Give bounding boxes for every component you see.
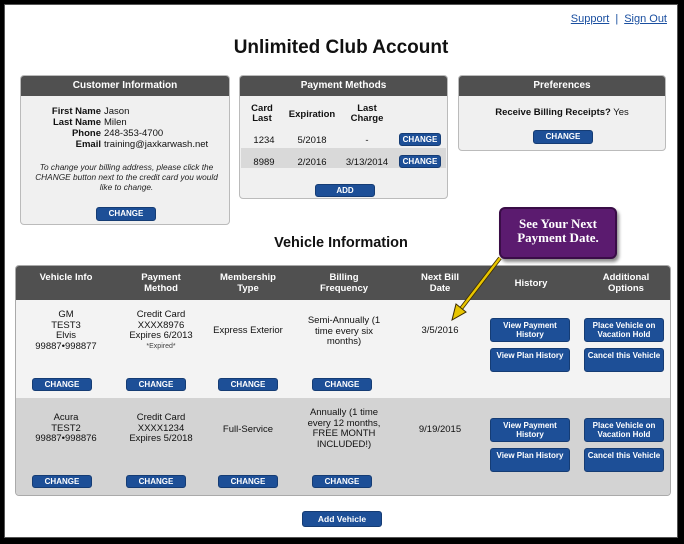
view-payment-history-button[interactable]: View Payment History bbox=[490, 318, 570, 342]
col-billing-frequency: Billing Frequency bbox=[319, 272, 369, 294]
page-title: Unlimited Club Account bbox=[233, 37, 449, 58]
expiration-value: 2/2016 bbox=[297, 157, 327, 168]
preferences-change-button[interactable]: CHANGE bbox=[533, 130, 593, 144]
vehicle-info-cell bbox=[26, 310, 106, 352]
first-name-label: First Name bbox=[51, 106, 101, 117]
vehicle-make: GM bbox=[58, 309, 74, 320]
billing-frequency-cell: Annually (1 time every 12 months, FREE MONTH INCLUDED!) bbox=[307, 407, 381, 450]
phone-value: 248-353-4700 bbox=[104, 128, 164, 139]
next-bill-date-cell: 3/5/2016 bbox=[421, 325, 459, 336]
last-charge-value: 3/13/2014 bbox=[345, 157, 389, 168]
payment-methods-header: Payment Methods bbox=[240, 76, 447, 96]
card-last-value: 1234 bbox=[253, 135, 275, 146]
vehicle-ids: 99887•998877 bbox=[35, 340, 97, 352]
vehicle-model: TEST2 bbox=[51, 422, 81, 434]
vacation-hold-button[interactable]: Place Vehicle on Vacation Hold bbox=[584, 318, 664, 342]
col-additional-options: Additional Options bbox=[602, 272, 650, 294]
sign-out-link[interactable]: Sign Out bbox=[624, 13, 667, 25]
customer-information-header: Customer Information bbox=[21, 76, 229, 96]
cancel-vehicle-button[interactable]: Cancel this Vehicle bbox=[584, 348, 664, 372]
vehicle-change-button[interactable]: CHANGE bbox=[32, 475, 92, 488]
cancel-vehicle-button[interactable]: Cancel this Vehicle bbox=[584, 448, 664, 472]
payment-expires: Expires 5/2018 bbox=[129, 433, 193, 444]
page-frame bbox=[4, 4, 678, 538]
billing-address-note: To change your billing address, please click the CHANGE button next to the credit card you would like to change. bbox=[35, 162, 218, 192]
last-charge-header: Last Charge bbox=[350, 103, 384, 124]
billing-frequency-cell: Semi-Annually (1 time every six months) bbox=[307, 315, 381, 347]
vehicle-model: TEST3 bbox=[51, 319, 81, 331]
vehicle-ids: 99887•998876 bbox=[35, 433, 97, 444]
view-plan-history-button[interactable]: View Plan History bbox=[490, 348, 570, 372]
next-payment-callout: See Your Next Payment Date. bbox=[499, 207, 617, 259]
payment-type: Credit Card bbox=[136, 309, 186, 320]
vehicle-info-cell bbox=[26, 413, 106, 445]
vehicle-table-header bbox=[16, 266, 670, 300]
vehicle-change-button[interactable]: CHANGE bbox=[32, 378, 92, 391]
payment-change-button[interactable]: CHANGE bbox=[399, 155, 441, 168]
support-link[interactable]: Support bbox=[570, 13, 610, 25]
vehicle-row bbox=[16, 398, 670, 496]
email-label: Email bbox=[75, 139, 101, 150]
billing-receipts-row bbox=[459, 107, 665, 118]
customer-change-button[interactable]: CHANGE bbox=[96, 207, 156, 221]
billing-receipts-label: Receive Billing Receipts? bbox=[495, 107, 611, 118]
last-charge-value: - bbox=[365, 135, 369, 146]
payment-expires: Expires 6/2013 bbox=[129, 330, 193, 341]
view-payment-history-button[interactable]: View Payment History bbox=[490, 418, 570, 442]
col-next-bill-date: Next Bill Date bbox=[420, 272, 459, 294]
payment-method-change-button[interactable]: CHANGE bbox=[126, 475, 186, 488]
card-last-header: Card Last bbox=[251, 103, 273, 124]
add-vehicle-button[interactable]: Add Vehicle bbox=[302, 511, 382, 527]
payment-method-cell bbox=[121, 310, 201, 352]
next-bill-date-cell: 9/19/2015 bbox=[418, 424, 462, 435]
frequency-change-button[interactable]: CHANGE bbox=[312, 475, 372, 488]
phone-label: Phone bbox=[71, 128, 101, 139]
membership-type-cell: Full-Service bbox=[222, 424, 274, 435]
vehicle-make: Acura bbox=[53, 412, 79, 423]
first-name-value: Jason bbox=[104, 106, 130, 117]
vehicle-name: Elvis bbox=[55, 330, 77, 341]
expiration-header: Expiration bbox=[288, 109, 336, 120]
preferences-header: Preferences bbox=[459, 76, 665, 96]
last-name-label: Last Name bbox=[52, 117, 101, 128]
col-history: History bbox=[514, 278, 548, 289]
col-membership-type: Membership Type bbox=[220, 272, 276, 294]
payment-card: XXXX8976 bbox=[137, 319, 185, 331]
add-payment-button[interactable]: ADD bbox=[315, 184, 375, 197]
email-row bbox=[21, 139, 231, 151]
payment-method-change-button[interactable]: CHANGE bbox=[126, 378, 186, 391]
card-last-value: 8989 bbox=[253, 157, 275, 168]
vehicle-information-title: Vehicle Information bbox=[274, 235, 408, 251]
membership-change-button[interactable]: CHANGE bbox=[218, 378, 278, 391]
link-separator: | bbox=[615, 13, 619, 25]
view-plan-history-button[interactable]: View Plan History bbox=[490, 448, 570, 472]
customer-information-panel bbox=[20, 75, 230, 225]
membership-change-button[interactable]: CHANGE bbox=[218, 475, 278, 488]
payment-methods-panel bbox=[239, 75, 448, 199]
last-name-value: Milen bbox=[104, 117, 127, 128]
vacation-hold-button[interactable]: Place Vehicle on Vacation Hold bbox=[584, 418, 664, 442]
expiration-value: 5/2018 bbox=[297, 135, 327, 146]
col-vehicle-info: Vehicle Info bbox=[39, 272, 93, 283]
payment-type: Credit Card bbox=[136, 412, 186, 423]
payment-change-button[interactable]: CHANGE bbox=[399, 133, 441, 146]
frequency-change-button[interactable]: CHANGE bbox=[312, 378, 372, 391]
vehicle-table bbox=[15, 265, 671, 496]
email-value: training@jaxkarwash.net bbox=[104, 139, 209, 150]
top-links bbox=[571, 13, 667, 25]
billing-receipts-value: Yes bbox=[613, 107, 629, 118]
membership-type-cell: Express Exterior bbox=[213, 325, 283, 336]
col-payment-method: Payment Method bbox=[141, 272, 181, 294]
expired-note: *Expired* bbox=[146, 342, 176, 350]
preferences-panel bbox=[458, 75, 666, 151]
vehicle-row bbox=[16, 300, 670, 398]
payment-card: XXXX1234 bbox=[137, 422, 185, 434]
payment-method-cell bbox=[121, 413, 201, 445]
